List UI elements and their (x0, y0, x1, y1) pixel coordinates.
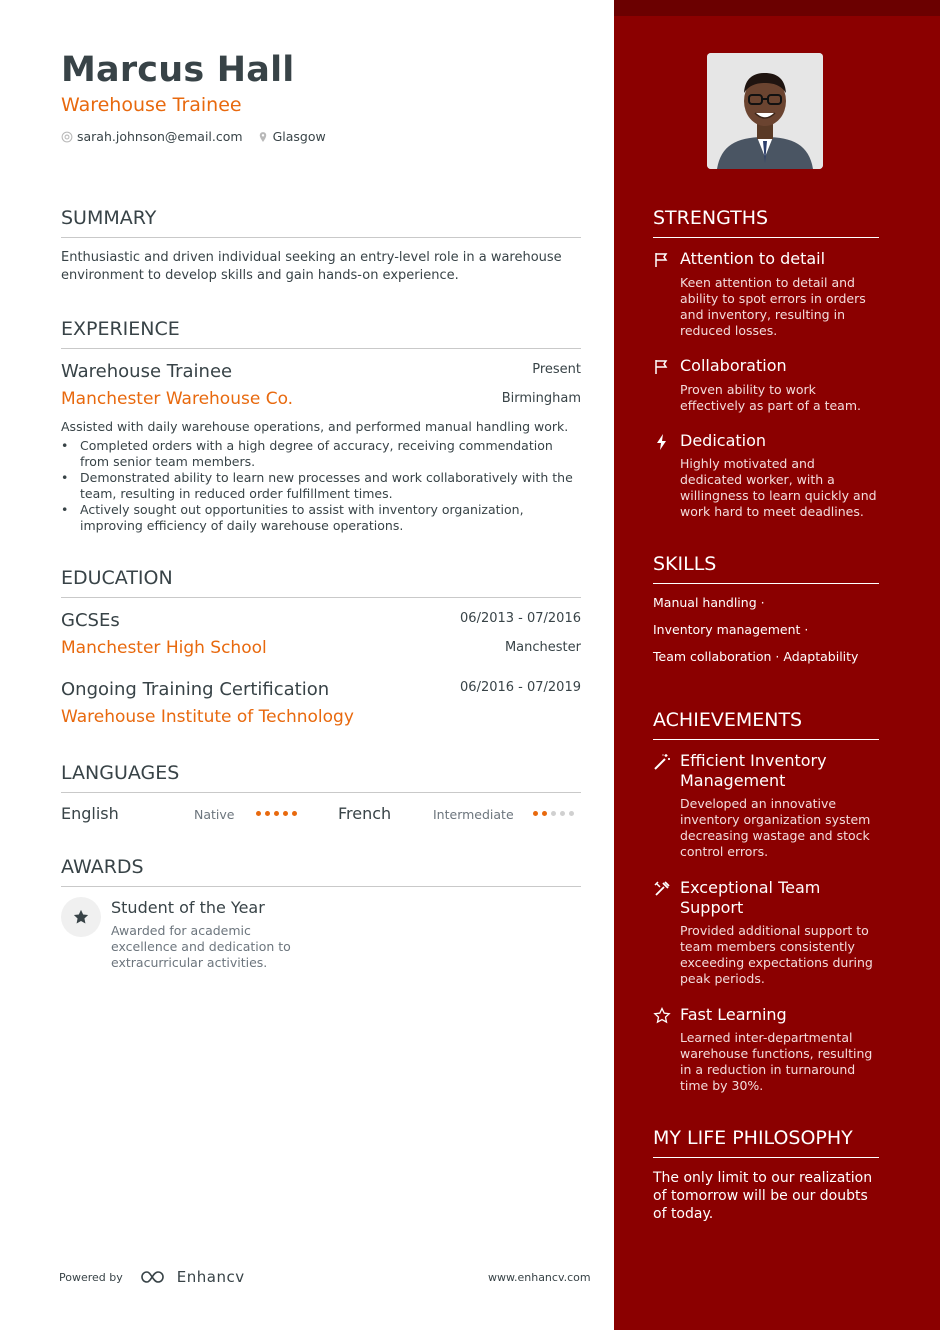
email-text: sarah.johnson@email.com (77, 129, 243, 144)
achievement-title: Fast Learning (680, 1005, 787, 1024)
strength-description: Proven ability to work effectively as part of a team. (680, 382, 861, 413)
rating-dot (560, 811, 565, 816)
skill-line: Manual handling · (653, 595, 765, 610)
language-level: Intermediate (433, 807, 514, 822)
experience-bullet: • Demonstrated ability to learn new processes and work collaboratively with the team, resulting in reduced order fulfillment times. (61, 470, 581, 502)
award-badge (61, 897, 101, 937)
sidebar (614, 0, 940, 1330)
education-location: Manchester (504, 640, 581, 655)
strength-description: Keen attention to detail and ability to spot errors in orders and inventory, resulting in reduced losses. (680, 275, 866, 338)
language-rating (256, 811, 297, 816)
strength-description: Highly motivated and dedicated worker, with a willingness to learn quickly and work hard to meet deadlines. (680, 456, 877, 519)
location-text: Glasgow (272, 129, 326, 144)
education-degree: Ongoing Training Certification (61, 679, 330, 700)
star-icon (72, 908, 90, 926)
education-date: 06/2013 - 07/2016 (460, 611, 581, 626)
achievement-description: Learned inter-departmental warehouse functions, resulting in a reduction in turnaround time by 30%. (680, 1030, 873, 1093)
location-item (257, 129, 326, 144)
experience-company: Manchester Warehouse Co. (61, 389, 294, 409)
rating-dot (533, 811, 538, 816)
rating-dot (292, 811, 297, 816)
enhancv-logo[interactable] (139, 1268, 245, 1286)
languages-heading: LANGUAGES (61, 762, 581, 793)
philosophy-text: The only limit to our realization of tomorrow will be our doubts of today. (653, 1170, 873, 1222)
achievement-description: Provided additional support to team members consistently exceeding expectations during peak periods. (680, 923, 873, 986)
experience-description: Assisted with daily warehouse operations, and performed manual handling work. (61, 419, 569, 434)
experience-bullets (61, 438, 581, 534)
flag-icon (653, 358, 671, 376)
infinity-icon (139, 1269, 171, 1285)
experience-bullet: • Completed orders with a high degree of accuracy, receiving commendation from senior team members. (61, 438, 581, 470)
skill-line: Inventory management · (653, 622, 809, 637)
bolt-icon (653, 433, 671, 451)
achievement-title: Efficient Inventory Management (680, 751, 827, 790)
experience-location: Birmingham (501, 391, 581, 406)
rating-dot (551, 811, 556, 816)
summary-heading: SUMMARY (61, 207, 581, 238)
experience-date: Present (532, 362, 581, 377)
rating-dot (569, 811, 574, 816)
rating-dot (256, 811, 261, 816)
award-title: Student of the Year (111, 898, 265, 917)
email-item[interactable] (61, 129, 243, 144)
footer-url[interactable]: www.enhancv.com (488, 1271, 591, 1284)
philosophy-heading: MY LIFE PHILOSOPHY (653, 1127, 879, 1158)
education-heading: EDUCATION (61, 567, 581, 598)
strengths-heading: STRENGTHS (653, 207, 879, 238)
powered-by-label: Powered by (59, 1270, 123, 1284)
experience-role: Warehouse Trainee (61, 361, 233, 382)
skills-heading: SKILLS (653, 553, 879, 584)
rating-dot (283, 811, 288, 816)
language-level: Native (194, 807, 235, 822)
achievement-description: Developed an innovative inventory organization system decreasing wastage and stock control errors. (680, 796, 871, 859)
language-name: English (61, 804, 119, 823)
flag-icon (653, 251, 671, 269)
summary-text: Enthusiastic and driven individual seeking an entry-level role in a warehouse environment to develop skills and gain hands-on experience. (61, 250, 562, 283)
education-date: 06/2016 - 07/2019 (460, 680, 581, 695)
achievement-title: Exceptional Team Support (680, 878, 821, 917)
profile-photo (707, 53, 823, 169)
rating-dot (265, 811, 270, 816)
strength-title: Dedication (680, 431, 767, 450)
language-name: French (338, 804, 392, 823)
candidate-title: Warehouse Trainee (61, 94, 242, 116)
magic-wand-icon (653, 753, 671, 771)
award-description: Awarded for academic excellence and dedication to extracurricular activities. (111, 923, 291, 970)
star-outline-icon (653, 1007, 671, 1025)
achievements-heading: ACHIEVEMENTS (653, 709, 879, 740)
contact-info (61, 129, 326, 144)
skill-line: Team collaboration · Adaptability (653, 649, 859, 664)
strength-title: Attention to detail (680, 249, 826, 268)
candidate-name: Marcus Hall (61, 50, 295, 90)
experience-bullet: • Actively sought out opportunities to assist with inventory organization, improving efficiency of daily warehouse operations. (61, 502, 581, 534)
education-school: Warehouse Institute of Technology (61, 707, 354, 727)
rating-dot (274, 811, 279, 816)
languages-list (61, 804, 581, 824)
education-degree: GCSEs (61, 610, 120, 631)
avatar-illustration (707, 53, 823, 169)
brand-name: Enhancv (176, 1268, 245, 1286)
rating-dot (542, 811, 547, 816)
sidebar-top-bar (614, 0, 940, 16)
education-school: Manchester High School (61, 638, 267, 658)
at-icon (61, 131, 73, 143)
footer-branding (59, 1268, 245, 1286)
tools-icon (653, 880, 671, 898)
experience-heading: EXPERIENCE (61, 318, 581, 349)
strength-title: Collaboration (680, 356, 787, 375)
location-pin-icon (257, 131, 269, 143)
awards-heading: AWARDS (61, 856, 581, 887)
language-rating (533, 811, 574, 816)
